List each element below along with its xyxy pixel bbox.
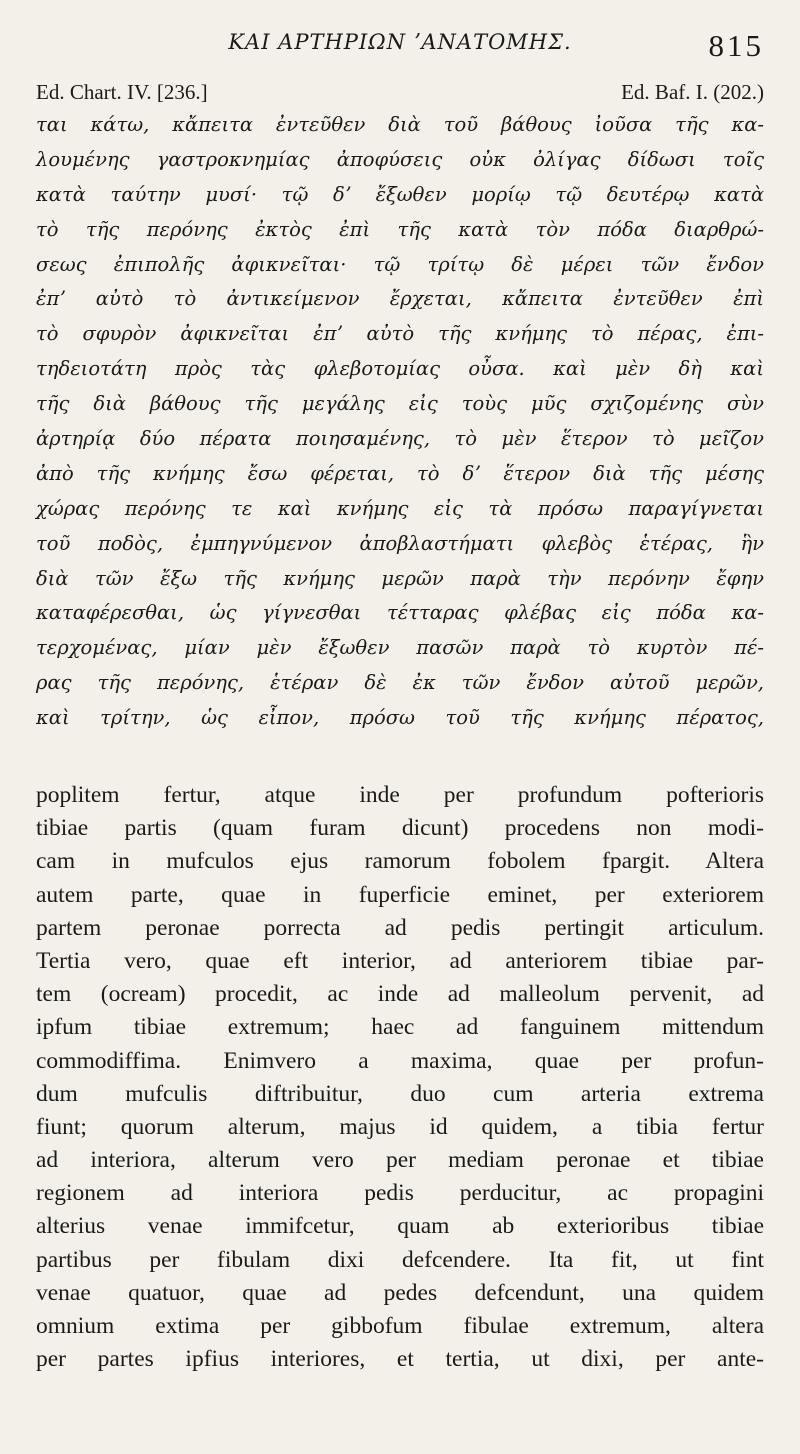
latin-text-line: partibus per fibulam dixi defcendere. Ita fit, ut fint: [36, 1246, 764, 1273]
edition-reference-basel: Ed. Baf. I. (202.): [621, 80, 764, 104]
latin-text-line: alterius venae immifcetur, quam ab exterioribus tibiae: [36, 1213, 764, 1240]
greek-text-line: λουμένης γαστροκνημίας ἀποφύσεις οὐκ ὀλίγας δίδωσι τοῖς: [36, 147, 764, 171]
latin-text-line: Tertia vero, quae eft interior, ad anteriorem tibiae par-: [36, 947, 764, 974]
greek-text-line: διὰ τῶν ἔξω τῆς κνήμης μερῶν παρὰ τὴν περόνην ἔφην: [36, 566, 764, 590]
greek-text-line: ἐπʼ αὐτὸ τὸ ἀντικείμενον ἔρχεται, κἄπειτα ἐντεῦθεν ἐπὶ: [36, 287, 764, 311]
greek-text-line: σεως ἐπιπολῆς ἀφικνεῖται· τῷ τρίτῳ δὲ μέρει τῶν ἔνδον: [36, 252, 764, 276]
greek-text-line: τὸ σφυρὸν ἀφικνεῖται ἐπʼ αὐτὸ τῆς κνήμης τὸ πέρας, ἐπι-: [36, 322, 764, 346]
greek-text-line: ρας τῆς περόνης, ἑτέραν δὲ ἐκ τῶν ἔνδον αὐτοῦ μερῶν,: [36, 671, 764, 695]
greek-text-line: τηδειοτάτη πρὸς τὰς φλεβοτομίας οὖσα. καὶ μὲν δὴ καὶ: [36, 357, 764, 381]
running-head: [0, 26, 800, 70]
greek-text-line: κατὰ ταύτην μυσί· τῷ δʼ ἔξωθεν μορίῳ τῷ δευτέρῳ κατὰ: [36, 182, 764, 206]
running-title: ΚΑΙ ΑΡΤΗΡΙΩΝ ʼΑΝΑΤΟΜΗΣ.: [228, 30, 572, 54]
latin-text-line: regionem ad interiora pedis perducitur, ac propagini: [36, 1180, 764, 1207]
greek-text-line: τερχομένας, μίαν μὲν ἔξωθεν πασῶν παρὰ τὸ κυρτὸν πέ-: [36, 636, 764, 660]
greek-text-line: ἀρτηρίᾳ δύο πέρατα ποιησαμένης, τὸ μὲν ἕτερον τὸ μεῖζον: [36, 427, 764, 451]
latin-text-line: ad interiora, alterum vero per mediam peronae et tibiae: [36, 1147, 764, 1174]
latin-text-line: commodiffima. Enimvero a maxima, quae per profun-: [36, 1047, 764, 1074]
latin-text-line: tibiae partis (quam furam dicunt) procedens non modi-: [36, 815, 764, 842]
greek-text-line: ται κάτω, κἄπειτα ἐντεῦθεν διὰ τοῦ βάθους ἰοῦσα τῆς κα-: [36, 113, 764, 136]
greek-text-line: καταφέρεσθαι, ὡς γίγνεσθαι τέτταρας φλέβας εἰς πόδα κα-: [36, 601, 764, 625]
greek-text-line: τῆς διὰ βάθους τῆς μεγάλης εἰς τοὺς μῦς σχιζομένης σὺν: [36, 392, 764, 416]
edition-reference-chartier: Ed. Chart. IV. [236.]: [36, 80, 208, 104]
latin-text-line: ipfum tibiae extremum; haec ad fanguinem mittendum: [36, 1014, 764, 1041]
latin-text-line: omnium extima per gibbofum fibulae extremum, altera: [36, 1313, 764, 1339]
greek-text-line: ἀπὸ τῆς κνήμης ἔσω φέρεται, τὸ δʼ ἕτερον διὰ τῆς μέσης: [36, 461, 764, 485]
latin-text-block: [36, 779, 764, 1376]
greek-text-line: τοῦ ποδὸς, ἐμπηγνύμενον ἀποβλαστήματι φλεβὸς ἑτέρας, ἣν: [36, 531, 764, 555]
greek-text-line: καὶ τρίτην, ὡς εἶπον, πρόσω τοῦ τῆς κνήμης πέρατος,: [36, 706, 764, 730]
latin-text-line: partem peronae porrecta ad pedis pertingit articulum.: [36, 914, 764, 941]
latin-text-line: venae quatuor, quae ad pedes defcendunt, una quidem: [36, 1279, 764, 1306]
latin-text-line: dum mufculis diftribuitur, duo cum arteria extrema: [36, 1080, 764, 1107]
greek-text-line: χώρας περόνης τε καὶ κνήμης εἰς τὰ πρόσω παραγίγνεται: [36, 496, 764, 520]
latin-text-line: tem (ocream) procedit, ac inde ad malleolum pervenit, ad: [36, 981, 764, 1008]
greek-text-line: τὸ τῆς περόνης ἐκτὸς ἐπὶ τῆς κατὰ τὸν πόδα διαρθρώ-: [36, 217, 764, 241]
latin-text-line: autem parte, quae in fuperficie eminet, per exteriorem: [36, 881, 764, 908]
greek-text-block: [36, 108, 764, 736]
latin-text-line: cam in mufculos ejus ramorum fobolem fpargit. Altera: [36, 848, 764, 875]
latin-text-line: per partes ipfius interiores, et tertia, ut dixi, per ante-: [36, 1346, 764, 1373]
latin-text-line: poplitem fertur, atque inde per profundum pofterioris: [36, 782, 764, 808]
edition-reference-line: [36, 80, 764, 106]
page-number: 815: [708, 28, 764, 63]
latin-text-line: fiunt; quorum alterum, majus id quidem, a tibia fertur: [36, 1113, 764, 1140]
